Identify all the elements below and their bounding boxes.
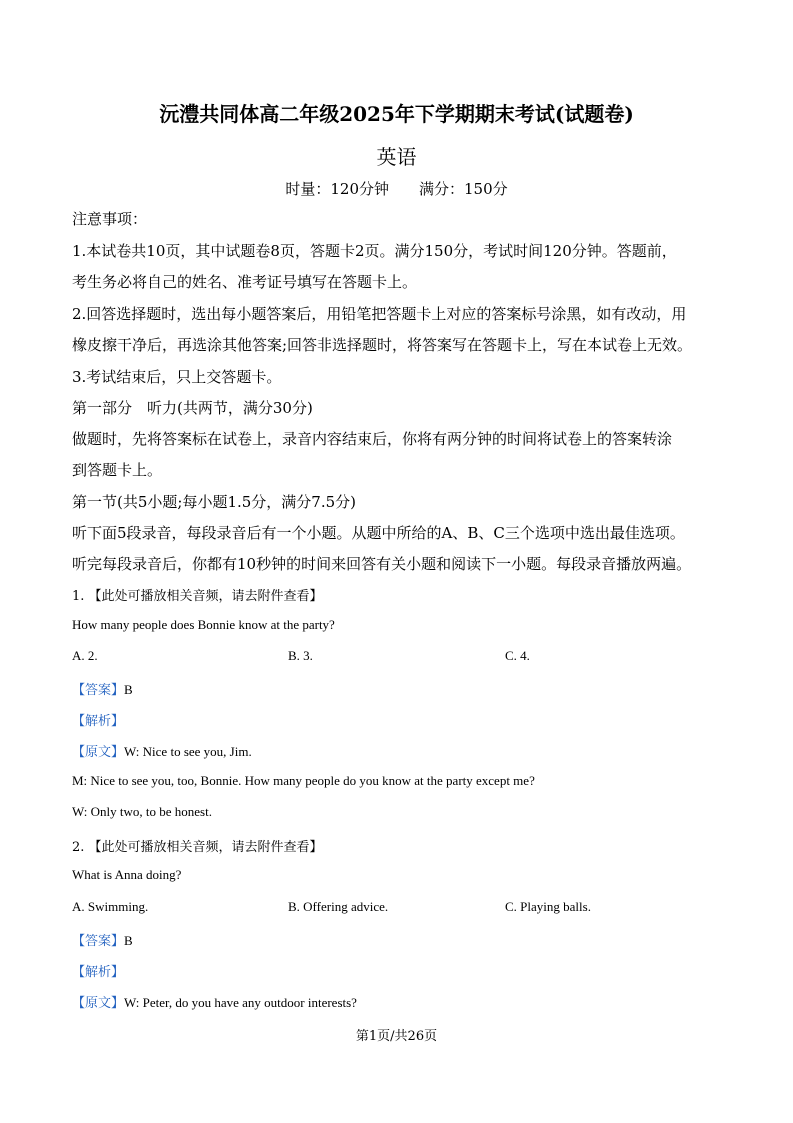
full-score: 满分：150分 [419, 180, 508, 198]
section1-instruction-cont: 听完每段录音后，你都有10秒钟的时间来回答有关小题和阅读下一小题。每段录音播放两遍。 [72, 555, 692, 573]
part1-heading: 第一部分 听力(共两节，满分30分) [72, 399, 313, 417]
notice-item-2: 2.回答选择题时，选出每小题答案后，用铅笔把答题卡上对应的答案标号涂黑，如有改动，用 [72, 305, 687, 323]
option-c: C. 4. [505, 648, 530, 663]
answer-value: B [124, 933, 133, 948]
transcript-tag: 【原文】 [72, 996, 125, 1011]
answer-tag: 【答案】 [72, 683, 125, 698]
transcript-line [72, 741, 252, 760]
analysis-line [72, 710, 124, 729]
notice-heading: 注意事项： [72, 210, 148, 228]
notice-item-3: 3.考试结束后，只上交答题卡。 [72, 368, 282, 386]
audio-note: 2. 【此处可播放相关音频，请去附件查看】 [72, 840, 323, 855]
notice-item-1-cont: 考生务必将自己的姓名、准考证号填写在答题卡上。 [72, 273, 418, 291]
option-c: C. Playing balls. [505, 899, 591, 914]
page-title: 沅澧共同体高二年级2025年下学期期末考试(试题卷) [159, 102, 634, 126]
answer-line [72, 679, 133, 698]
analysis-tag: 【解析】 [72, 965, 125, 980]
exam-info [0, 178, 793, 199]
option-a: A. 2. [72, 648, 98, 663]
option-a: A. Swimming. [72, 899, 149, 914]
transcript-line [72, 992, 357, 1011]
section1-heading: 第一节(共5小题;每小题1.5分，满分7.5分) [72, 493, 357, 511]
question-stem: How many people does Bonnie know at the party? [72, 617, 335, 632]
transcript-text: W: Peter, do you have any outdoor interests? [124, 995, 357, 1010]
time-limit: 时量：120分钟 [285, 180, 389, 198]
answer-value: B [124, 682, 133, 697]
option-b: B. Offering advice. [288, 899, 389, 914]
page-number: 第1页/共26页 [355, 1029, 438, 1044]
option-b: B. 3. [288, 648, 313, 663]
part1-instruction-cont: 到答题卡上。 [72, 461, 163, 479]
transcript-text: M: Nice to see you, too, Bonnie. How many people do you know at the party except me? [72, 773, 535, 788]
notice-item-1: 1.本试卷共10页，其中试题卷8页，答题卡2页。满分150分，考试时间120分钟。答题前， [72, 242, 677, 260]
audio-note: 1. 【此处可播放相关音频，请去附件查看】 [72, 589, 323, 604]
answer-line [72, 930, 133, 949]
analysis-tag: 【解析】 [72, 714, 125, 729]
notice-item-2-cont: 橡皮擦干净后，再选涂其他答案;回答非选择题时，将答案写在答题卡上，写在本试卷上无效。 [72, 336, 693, 354]
analysis-line [72, 961, 124, 980]
section1-instruction: 听下面5段录音，每段录音后有一个小题。从题中所给的A、B、C三个选项中选出最佳选项。 [72, 524, 685, 542]
transcript-tag: 【原文】 [72, 745, 125, 760]
transcript-text: W: Only two, to be honest. [72, 804, 212, 819]
question-stem: What is Anna doing? [72, 867, 182, 882]
subject-title: 英语 [376, 145, 417, 169]
transcript-text: W: Nice to see you, Jim. [124, 744, 252, 759]
answer-tag: 【答案】 [72, 934, 125, 949]
part1-instruction: 做题时，先将答案标在试卷上，录音内容结束后，你将有两分钟的时间将试卷上的答案转涂 [72, 430, 673, 448]
